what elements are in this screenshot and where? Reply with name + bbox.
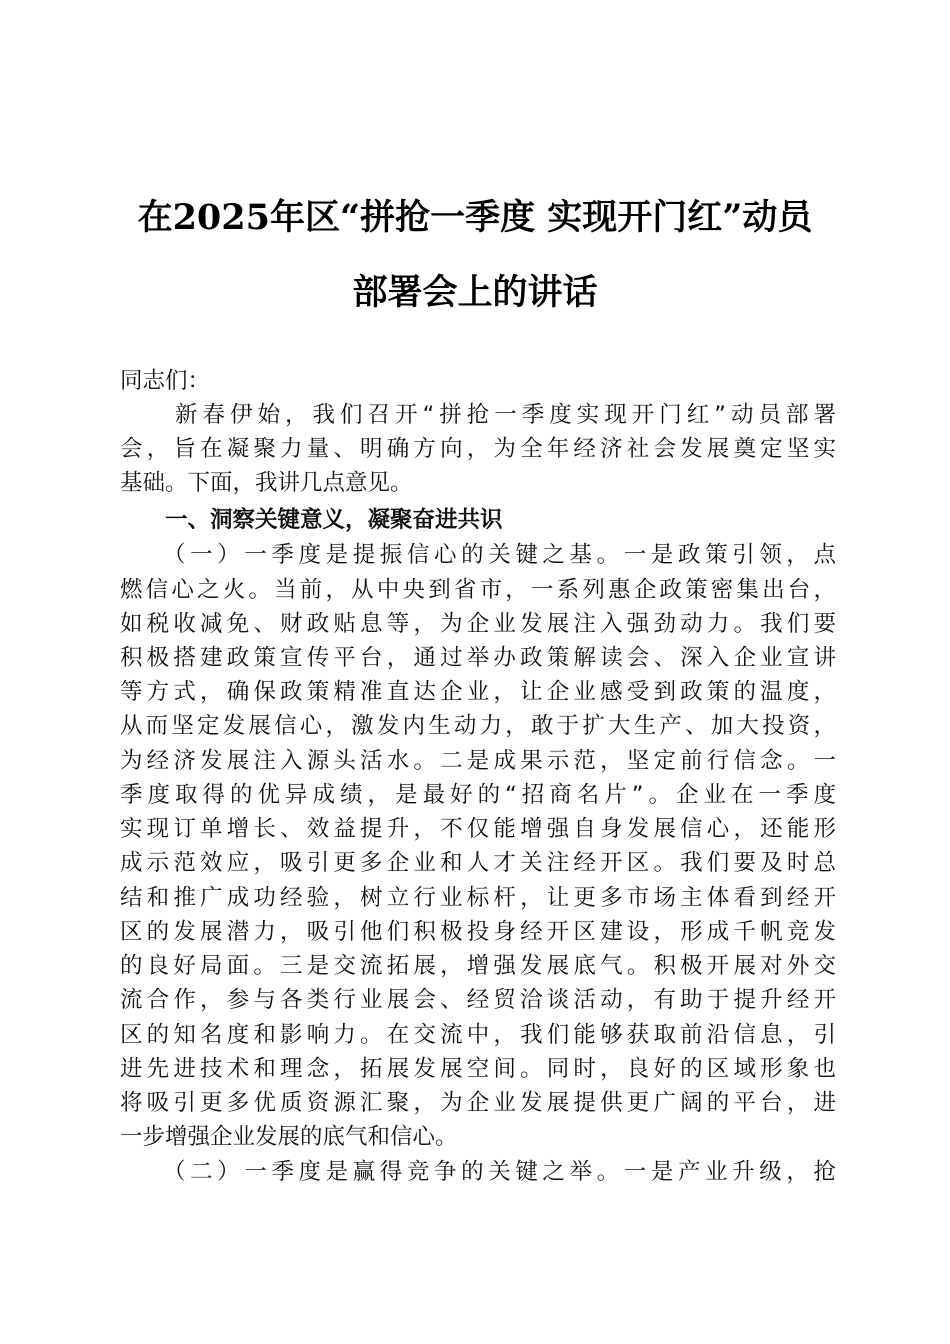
body-line: 成示范效应，吸引更多企业和人才关注经开区。我们要及时总 [120,850,836,876]
body-line: （一）一季度是提振信心的关键之基。一是政策引领，点 [120,542,836,568]
document-title-line-1: 在2025年区“拼抢一季度 实现开门红”动员 [137,197,813,238]
body-line: （二）一季度是赢得竞争的关键之举。一是产业升级，抢 [120,1159,836,1185]
body-line: 从而坚定发展信心，激发内生动力，敢于扩大生产、加大投资， [120,713,836,739]
salutation: 同志们： [120,368,211,394]
document-title-line-2: 部署会上的讲话 [352,272,598,313]
body-line: 积极搭建政策宣传平台，通过举办政策解读会、深入企业宣讲 [120,645,836,671]
body-line: 等方式，确保政策精准直达企业，让企业感受到政策的温度， [120,679,836,705]
body-line: 进先进技术和理念，拓展发展空间。同时，良好的区域形象也 [120,1056,836,1082]
body-line: 会，旨在凝聚力量、明确方向，为全年经济社会发展奠定坚实 [120,436,836,462]
section-heading: 一、洞察关键意义，凝聚奋进共识 [120,507,503,533]
body-line: 流合作，参与各类行业展会、经贸洽谈活动，有助于提升经开 [120,987,836,1013]
body-line: 的良好局面。三是交流拓展，增强发展底气。积极开展对外交 [120,953,836,979]
body-line: 季度取得的优异成绩，是最好的“招商名片”。企业在一季度 [120,782,836,808]
body-line: 实现订单增长、效益提升，不仅能增强自身发展信心，还能形 [120,816,836,842]
body-line: 将吸引更多优质资源汇聚，为企业发展提供更广阔的平台，进 [120,1090,836,1116]
body-line: 区的知名度和影响力。在交流中，我们能够获取前沿信息，引 [120,1022,836,1048]
body-line: 区的发展潜力，吸引他们积极投身经开区建设，形成千帆竞发 [120,919,836,945]
body-line: 新春伊始，我们召开“拼抢一季度实现开门红”动员部署 [120,402,836,428]
body-line: 一步增强企业发展的底气和信心。 [120,1124,458,1150]
body-line: 燃信心之火。当前，从中央到省市，一系列惠企政策密集出台， [120,577,836,603]
body-line: 为经济发展注入源头活水。二是成果示范，坚定前行信念。一 [120,748,836,774]
body-line: 如税收减免、财政贴息等，为企业发展注入强劲动力。我们要 [120,611,836,637]
body-line: 结和推广成功经验，树立行业标杆，让更多市场主体看到经开 [120,885,836,911]
body-line: 基础。下面，我讲几点意见。 [120,470,413,496]
